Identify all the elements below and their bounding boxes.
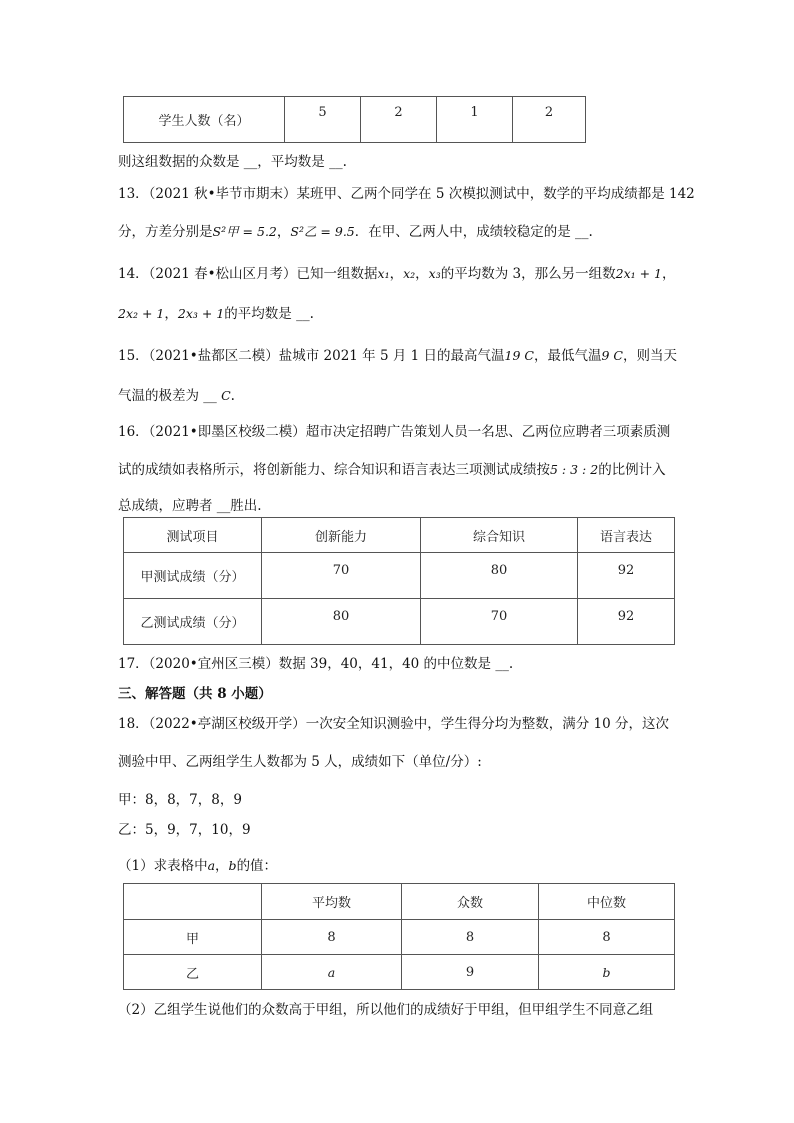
table-header-cell: 创新能力	[262, 518, 421, 553]
q15-line2	[118, 384, 235, 404]
q17-text: 17．（2020•宜州区三模）数据 39，40，41，40 的中位数是 __.	[118, 656, 514, 672]
q15-text-c: ，则当天	[622, 348, 677, 364]
q14-text-a: 14．（2021 春•松山区月考）已知一组数据	[118, 266, 378, 282]
table-cell: a	[262, 955, 402, 990]
table-row	[124, 955, 675, 990]
table-cell: 5	[285, 97, 361, 143]
table-cell: 92	[578, 599, 675, 645]
q15-text-b: ，最低气温	[533, 348, 602, 364]
q16-text-a: 试的成绩如表格所示，将创新能力、综合知识和语言表达三项测试成绩按	[118, 462, 550, 478]
ratio-formula: 5 : 3 : 2	[550, 462, 599, 477]
var-x1: x₁	[377, 266, 390, 281]
table-cell: 2	[513, 97, 586, 143]
table-header-cell: 众数	[402, 884, 539, 920]
table-cell: 乙测试成绩（分）	[124, 599, 262, 645]
q18-line2: 测验中甲、乙两组学生人数都为 5 人，成绩如下（单位/分）:	[118, 754, 482, 770]
q15-line1	[118, 344, 677, 364]
section-heading: 三、解答题（共 8 小题）	[118, 686, 272, 702]
table-cell: 8	[539, 920, 675, 955]
var-x3: x₃	[428, 266, 441, 281]
table-header-cell: 语言表达	[578, 518, 675, 553]
q13-text-a: 分，方差分别是	[118, 224, 213, 240]
table-cell: b	[539, 955, 675, 990]
q18-yi-scores: 乙：5，9，7，10，9	[118, 822, 251, 838]
q13-separator: ，	[276, 224, 291, 240]
table-header-row	[124, 884, 675, 920]
student-count-table	[123, 96, 586, 143]
q13-line1: 13．（2021 秋•毕节市期末）某班甲、乙两个同学在 5 次模拟测试中，数学的平均成绩都是 142	[118, 186, 695, 202]
table-row	[124, 920, 675, 955]
table-cell: 1	[437, 97, 513, 143]
table-cell: 70	[262, 553, 421, 599]
table-header-cell: 中位数	[539, 884, 675, 920]
q18-part1	[118, 854, 277, 874]
table-row	[124, 599, 675, 645]
table-cell: 甲	[124, 920, 262, 955]
table-cell: 8	[262, 920, 402, 955]
table-header-cell: 综合知识	[421, 518, 578, 553]
table-row	[124, 97, 586, 143]
table-cell: 80	[421, 553, 578, 599]
q12-tail-text: 则这组数据的众数是 __，平均数是 __.	[118, 154, 347, 170]
q13-text-b: ．在甲、乙两人中，成绩较稳定的是 __.	[354, 224, 593, 240]
table-cell: 8	[402, 920, 539, 955]
q16-line1: 16．（2021•即墨区校级二模）超市决定招聘广告策划人员一名思、乙两位应聘者三项素质测	[118, 424, 671, 440]
q18-line1: 18．（2022•亭湖区校级开学）一次安全知识测验中，学生得分均为整数，满分 10 分，这次	[118, 716, 670, 732]
var-x2: x₂	[403, 266, 416, 281]
q16-text-b: 的比例计入	[598, 462, 666, 478]
q16-line3: 总成绩，应聘者 __胜出.	[118, 498, 262, 514]
q18-comma: ，	[215, 858, 229, 874]
q15-end: .	[230, 388, 235, 404]
variance-formula-jia: S²甲 = 5.2	[212, 224, 277, 239]
formula-2x3: 2x₃ + 1	[177, 306, 225, 321]
table-cell: 80	[262, 599, 421, 645]
table-header-row	[124, 518, 675, 553]
stats-table	[123, 883, 675, 990]
var-a: a	[207, 858, 216, 873]
q18-jia-scores: 甲：8，8，7，8，9	[118, 792, 242, 808]
temp-unit: C	[221, 388, 231, 403]
q14-text-c: 的平均数是 __.	[224, 306, 314, 322]
variance-formula-yi: S²乙 = 9.5	[290, 224, 355, 239]
q18-part1-text-a: （1）求表格中	[118, 858, 208, 874]
formula-2x2: 2x₂ + 1	[118, 306, 165, 321]
q15-text-a: 15．（2021•盐都区二模）盐城市 2021 年 5 月 1 日的最高气温	[118, 348, 505, 364]
q14-line2: 2x₂ + 1，2x₃ + 1的平均数是 __.	[118, 306, 314, 322]
table-cell: 乙	[124, 955, 262, 990]
table-cell: 甲测试成绩（分）	[124, 553, 262, 599]
temp-high: 19 C	[504, 348, 534, 363]
table-row	[124, 553, 675, 599]
table-cell: 9	[402, 955, 539, 990]
q18-part1-text-b: 的值：	[236, 858, 278, 874]
q18-part2: （2）乙组学生说他们的众数高于甲组，所以他们的成绩好于甲组，但甲组学生不同意乙组	[118, 1002, 654, 1018]
table-header-cell: 测试项目	[124, 518, 262, 553]
table-cell: 70	[421, 599, 578, 645]
q14-text-b: 的平均数为 3，那么另一组数	[440, 266, 616, 282]
table-cell: 92	[578, 553, 675, 599]
table-cell: 2	[361, 97, 437, 143]
q15-text-d: 气温的极差为 __	[118, 388, 217, 404]
test-score-table	[123, 517, 675, 645]
q14-line1: 14．（2021 春•松山区月考）已知一组数据x₁，x₂，x₃的平均数为 3，那么另一组数2x₁ + 1，	[118, 266, 676, 282]
var-b: b	[228, 858, 237, 873]
table-header-cell: 学生人数（名）	[124, 97, 285, 143]
q13-line2	[118, 220, 593, 240]
table-header-cell: 平均数	[262, 884, 402, 920]
formula-2x1: 2x₁ + 1	[615, 266, 663, 281]
table-header-cell	[124, 884, 262, 920]
temp-low: 9 C	[601, 348, 623, 363]
q16-line2	[118, 458, 666, 478]
